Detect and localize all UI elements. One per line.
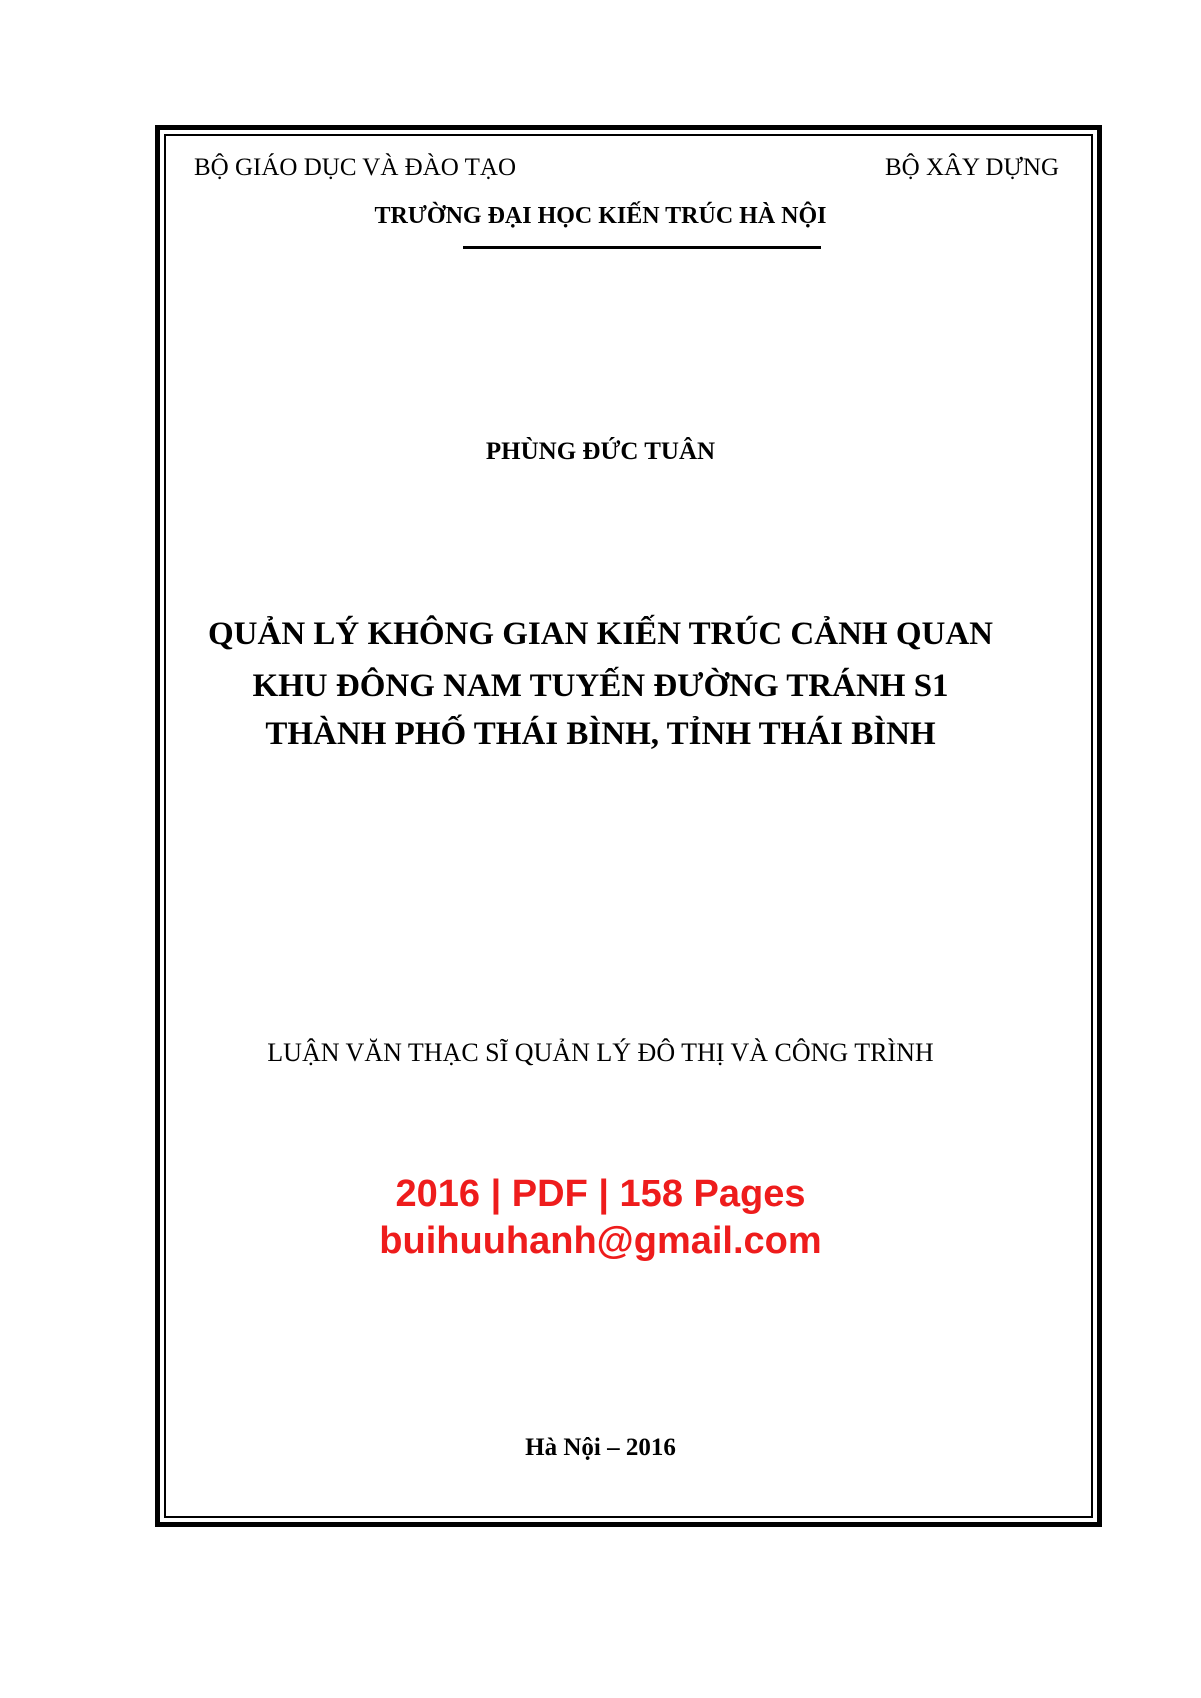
thesis-title-line-3: THÀNH PHỐ THÁI BÌNH, TỈNH THÁI BÌNH <box>265 716 936 752</box>
watermark-info-line: 2016 | PDF | 158 Pages <box>395 1173 806 1215</box>
ministry-right-label: BỘ XÂY DỰNG <box>884 154 1059 181</box>
university-underline <box>463 246 821 249</box>
thesis-title-line-2: KHU ĐÔNG NAM TUYẾN ĐƯỜNG TRÁNH S1 <box>252 668 949 704</box>
university-name: TRƯỜNG ĐẠI HỌC KIẾN TRÚC HÀ NỘI <box>374 203 827 229</box>
thesis-title-line-1: QUẢN LÝ KHÔNG GIAN KIẾN TRÚC CẢNH QUAN <box>207 616 994 652</box>
ministry-left-label: BỘ GIÁO DỤC VÀ ĐÀO TẠO <box>194 154 516 181</box>
watermark-email-line: buihuuhanh@gmail.com <box>379 1220 822 1262</box>
page-border-inner <box>164 134 1093 1518</box>
place-date: Hà Nội – 2016 <box>525 1434 676 1461</box>
degree-label: LUẬN VĂN THẠC SĨ QUẢN LÝ ĐÔ THỊ VÀ CÔNG TRÌNH <box>267 1038 934 1067</box>
author-name: PHÙNG ĐỨC TUÂN <box>485 438 716 465</box>
